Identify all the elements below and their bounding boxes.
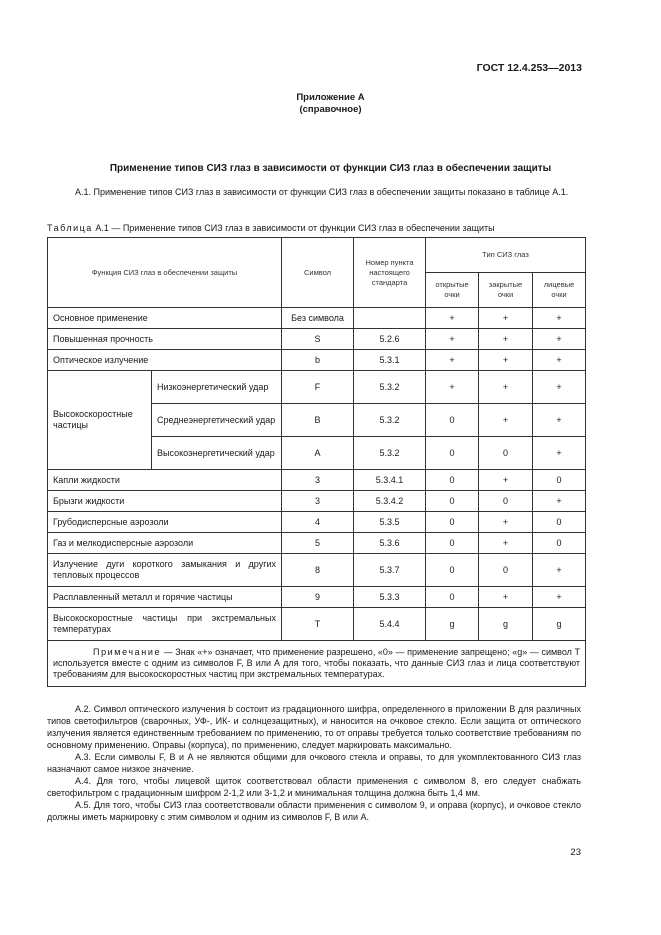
note-text: — Знак «+» означает, что применение разрешено, «0» — применение запрещено; «g» — символ Т используется вместе с одним из символов F, В или А для того, чтобы показать, что данные СИЗ глаз и лица соответствуют требованиям для высокоскоростных частиц при экстремальных температурах. bbox=[53, 647, 581, 679]
cell-symbol: 8 bbox=[282, 554, 354, 587]
cell-symbol: B bbox=[282, 404, 354, 437]
cell-symbol: F bbox=[282, 371, 354, 404]
appendix-subtitle: (справочное) bbox=[299, 104, 362, 115]
section-title: Применение типов СИЗ глаз в зависимости от функции СИЗ глаз в обеспечении защиты bbox=[109, 163, 552, 174]
cell-symbol: 3 bbox=[282, 470, 354, 491]
cell-face: + bbox=[533, 437, 586, 470]
standard-number: ГОСТ 12.4.253—2013 bbox=[476, 62, 582, 74]
cell-face: + bbox=[533, 587, 586, 608]
cell-function: Расплавленный металл и горячие частицы bbox=[48, 587, 282, 608]
cell-symbol: S bbox=[282, 329, 354, 350]
cell-face: + bbox=[533, 350, 586, 371]
cell-clause: 5.3.7 bbox=[354, 554, 426, 587]
header-clause: Номер пункта настоящего стандарта bbox=[354, 238, 426, 308]
eye-protection-table bbox=[47, 237, 586, 687]
cell-function: Излучение дуги короткого замыкания и других тепловых процессов bbox=[48, 554, 282, 587]
cell-closed: + bbox=[479, 533, 533, 554]
cell-symbol: 5 bbox=[282, 533, 354, 554]
note-label: Примечание bbox=[93, 647, 162, 657]
cell-closed: + bbox=[479, 512, 533, 533]
table-row bbox=[48, 470, 586, 491]
cell-function: Оптическое излучение bbox=[48, 350, 282, 371]
cell-open: 0 bbox=[426, 437, 479, 470]
cell-open: + bbox=[426, 308, 479, 329]
header-closed-goggles: закрытые очки bbox=[479, 273, 533, 308]
cell-function: Капли жидкости bbox=[48, 470, 282, 491]
paragraphs-block bbox=[47, 703, 581, 823]
cell-open: 0 bbox=[426, 491, 479, 512]
cell-closed: 0 bbox=[479, 491, 533, 512]
cell-symbol: Без символа bbox=[282, 308, 354, 329]
paragraph-a1: А.1. Применение типов СИЗ глаз в зависимости от функции СИЗ глаз в обеспечении защиты показано в таблице А.1. bbox=[75, 187, 569, 197]
cell-face: 0 bbox=[533, 512, 586, 533]
cell-face: g bbox=[533, 608, 586, 641]
cell-clause: 5.3.2 bbox=[354, 404, 426, 437]
cell-subfunction: Высокоэнергетический удар bbox=[152, 437, 282, 470]
cell-clause: 5.3.4.1 bbox=[354, 470, 426, 491]
header-symbol: Символ bbox=[282, 238, 354, 308]
paragraph-a3: А.3. Если символы F, В и А не являются общими для очкового стекла и оправы, то для укомплектованного СИЗ глаз назначают самое низкое значение. bbox=[47, 752, 581, 774]
cell-closed: + bbox=[479, 587, 533, 608]
cell-open: 0 bbox=[426, 512, 479, 533]
cell-face: 0 bbox=[533, 533, 586, 554]
table-caption-label: Таблица bbox=[47, 223, 93, 233]
table-note-row bbox=[48, 641, 586, 687]
cell-closed: g bbox=[479, 608, 533, 641]
header-open-goggles: открытые очки bbox=[426, 273, 479, 308]
cell-face: + bbox=[533, 329, 586, 350]
cell-subfunction: Низкоэнергетический удар bbox=[152, 371, 282, 404]
cell-closed: + bbox=[479, 470, 533, 491]
cell-function: Повышенная прочность bbox=[48, 329, 282, 350]
cell-closed: + bbox=[479, 350, 533, 371]
table-row bbox=[48, 491, 586, 512]
table-row bbox=[48, 554, 586, 587]
cell-closed: + bbox=[479, 404, 533, 437]
header-function: Функция СИЗ глаз в обеспечении защиты bbox=[48, 238, 282, 308]
table-row bbox=[48, 371, 586, 404]
cell-function: Брызги жидкости bbox=[48, 491, 282, 512]
cell-face: + bbox=[533, 404, 586, 437]
paragraph-a2: А.2. Символ оптического излучения b состоит из градационного шифра, определенного в приложении В для различных типов светофильтров (сварочных, УФ-, ИК- и солнцезащитных), и наносится на очковое стекло. Если защита от оптического излучения является единственным требованием по применению, то от оправы требуется только соответствие требованиям по основному применению. Оправы (корпуса), по применению, следует маркировать максимально. bbox=[47, 704, 581, 750]
cell-group-high-speed: Высокоскоростные частицы bbox=[48, 371, 152, 470]
cell-symbol: A bbox=[282, 437, 354, 470]
cell-open: 0 bbox=[426, 587, 479, 608]
cell-open: g bbox=[426, 608, 479, 641]
cell-symbol: T bbox=[282, 608, 354, 641]
cell-closed: 0 bbox=[479, 554, 533, 587]
cell-face: + bbox=[533, 554, 586, 587]
table-row bbox=[48, 587, 586, 608]
paragraph-a4: А.4. Для того, чтобы лицевой щиток соответствовал области применения с символом 8, его следует снабжать светофильтром с градационным шифром 2-1,2 или 3-1,2 и минимальная толщина должна быть 1,4 мм. bbox=[47, 776, 581, 798]
cell-open: 0 bbox=[426, 533, 479, 554]
cell-function: Основное применение bbox=[48, 308, 282, 329]
cell-function: Высокоскоростные частицы при экстремальных температурах bbox=[48, 608, 282, 641]
cell-subfunction: Среднеэнергетический удар bbox=[152, 404, 282, 437]
cell-face: 0 bbox=[533, 470, 586, 491]
table-row bbox=[48, 329, 586, 350]
cell-face: + bbox=[533, 491, 586, 512]
header-face-goggles: лицевые очки bbox=[533, 273, 586, 308]
cell-closed: + bbox=[479, 329, 533, 350]
page-number: 23 bbox=[570, 847, 581, 858]
table-row bbox=[48, 512, 586, 533]
appendix-title: Приложение А bbox=[296, 92, 365, 103]
cell-face: + bbox=[533, 371, 586, 404]
cell-open: 0 bbox=[426, 554, 479, 587]
table-caption-text: А.1 — Применение типов СИЗ глаз в зависимости от функции СИЗ глаз в обеспечении защиты bbox=[95, 223, 495, 233]
cell-clause: 5.3.2 bbox=[354, 437, 426, 470]
table-row bbox=[48, 533, 586, 554]
cell-function: Газ и мелкодисперсные аэрозоли bbox=[48, 533, 282, 554]
cell-clause bbox=[354, 308, 426, 329]
cell-symbol: 4 bbox=[282, 512, 354, 533]
cell-open: 0 bbox=[426, 470, 479, 491]
cell-closed: 0 bbox=[479, 437, 533, 470]
cell-clause: 5.2.6 bbox=[354, 329, 426, 350]
cell-symbol: 3 bbox=[282, 491, 354, 512]
cell-clause: 5.3.6 bbox=[354, 533, 426, 554]
cell-function: Грубодисперсные аэрозоли bbox=[48, 512, 282, 533]
cell-face: + bbox=[533, 308, 586, 329]
cell-clause: 5.3.3 bbox=[354, 587, 426, 608]
table-row bbox=[48, 608, 586, 641]
cell-clause: 5.4.4 bbox=[354, 608, 426, 641]
cell-symbol: b bbox=[282, 350, 354, 371]
cell-open: 0 bbox=[426, 404, 479, 437]
paragraph-a5: А.5. Для того, чтобы СИЗ глаз соответствовали области применения с символом 9, и оправа (корпус), и очковое стекло должны иметь маркировку с этим символом и одним из символов F, В или А. bbox=[47, 800, 581, 822]
table-note bbox=[48, 641, 586, 687]
cell-clause: 5.3.1 bbox=[354, 350, 426, 371]
cell-open: + bbox=[426, 329, 479, 350]
cell-clause: 5.3.4.2 bbox=[354, 491, 426, 512]
cell-symbol: 9 bbox=[282, 587, 354, 608]
table-caption bbox=[47, 223, 495, 233]
cell-closed: + bbox=[479, 308, 533, 329]
table-row bbox=[48, 308, 586, 329]
cell-clause: 5.3.2 bbox=[354, 371, 426, 404]
cell-clause: 5.3.5 bbox=[354, 512, 426, 533]
cell-open: + bbox=[426, 350, 479, 371]
cell-open: + bbox=[426, 371, 479, 404]
cell-closed: + bbox=[479, 371, 533, 404]
table-row bbox=[48, 350, 586, 371]
header-type: Тип СИЗ глаз bbox=[426, 238, 586, 273]
